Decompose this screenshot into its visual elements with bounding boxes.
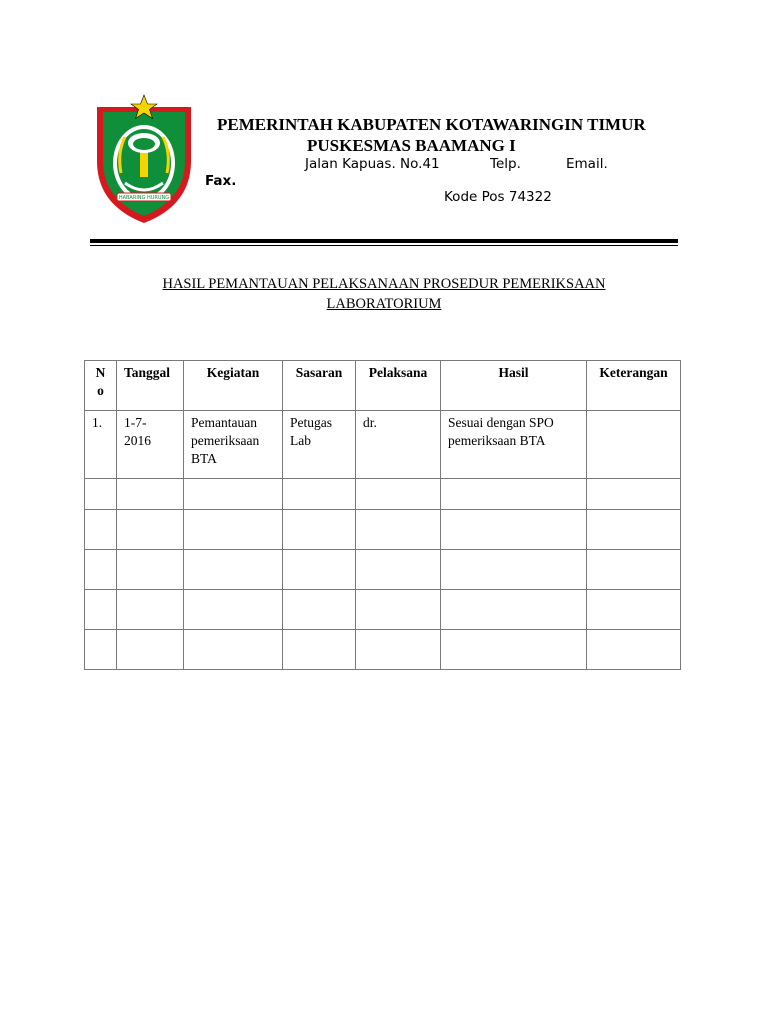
cell-no: 1. — [85, 411, 117, 479]
report-title — [130, 274, 638, 314]
table-row — [85, 479, 681, 510]
table-row — [85, 510, 681, 550]
table-row — [85, 590, 681, 630]
table-row — [85, 411, 681, 479]
kotawaringin-timur-logo — [95, 93, 193, 225]
postal-code: Kode Pos 74322 — [444, 189, 552, 205]
cell-tanggal: 1-7- 2016 — [117, 411, 184, 479]
puskesmas-name: PUSKESMAS BAAMANG I — [307, 136, 516, 155]
monitoring-table — [84, 360, 681, 670]
svg-text:HABARING HURUNG: HABARING HURUNG — [118, 195, 170, 201]
fax-label: Fax. — [205, 173, 237, 189]
header-kegiatan: Kegiatan — [184, 361, 283, 411]
report-title-line2: LABORATORIUM — [326, 296, 442, 312]
header-divider-thin — [90, 245, 678, 246]
email-label: Email. — [566, 156, 608, 172]
address-text: Jalan Kapuas. No.41 — [305, 156, 440, 172]
header-no: N o — [85, 361, 117, 411]
telp-label: Telp. — [490, 156, 521, 172]
header-divider-thick — [90, 239, 678, 243]
agency-name: PEMERINTAH KABUPATEN KOTAWARINGIN TIMUR — [217, 115, 646, 134]
report-title-line1: HASIL PEMANTAUAN PELAKSANAAN PROSEDUR PEMERIKSAAN — [162, 276, 606, 292]
cell-keterangan — [587, 411, 681, 479]
header-tanggal: Tanggal — [117, 361, 184, 411]
cell-pelaksana: dr. — [356, 411, 441, 479]
cell-hasil: Sesuai dengan SPO pemeriksaan BTA — [441, 411, 587, 479]
cell-kegiatan: Pemantauan pemeriksaan BTA — [184, 411, 283, 479]
header-sasaran: Sasaran — [283, 361, 356, 411]
table-row — [85, 550, 681, 590]
header-pelaksana: Pelaksana — [356, 361, 441, 411]
header-keterangan: Keterangan — [587, 361, 681, 411]
table-header-row — [85, 361, 681, 411]
cell-sasaran: Petugas Lab — [283, 411, 356, 479]
table-row — [85, 630, 681, 670]
header-hasil: Hasil — [441, 361, 587, 411]
